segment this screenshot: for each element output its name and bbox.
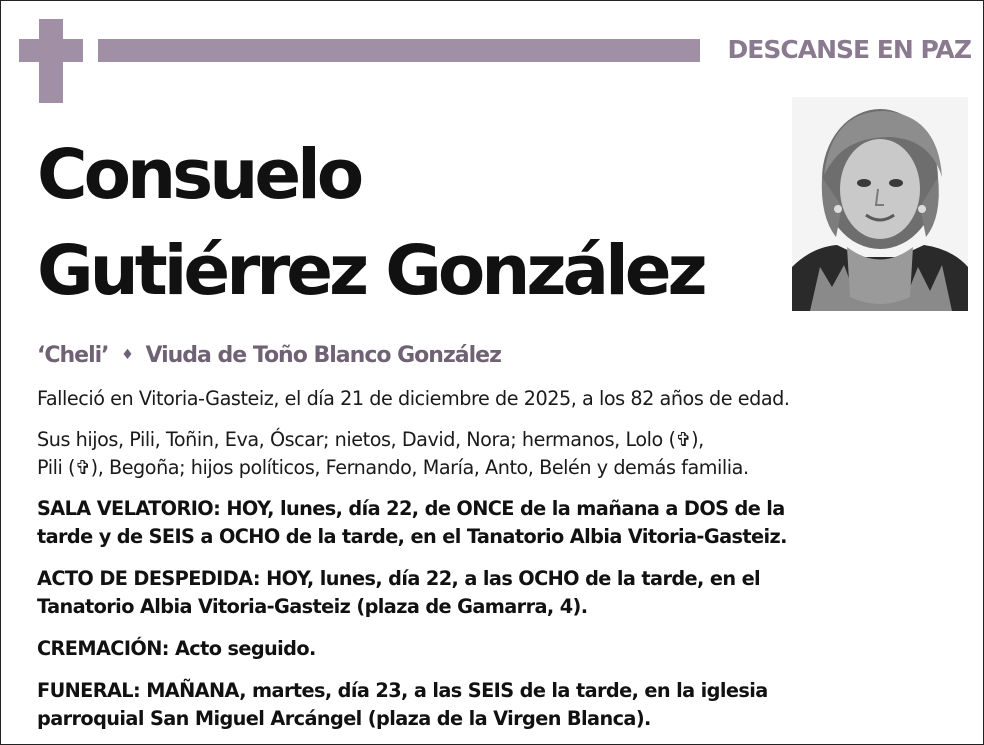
deceased-surnames: Gutiérrez González <box>37 231 704 311</box>
farewell-act-line: Tanatorio Albia Vitoria-Gasteiz (plaza de Gamarra, 4). <box>37 595 588 618</box>
deceased-first-name: Consuelo <box>37 135 361 215</box>
portrait-icon <box>792 97 968 311</box>
deceased-nickname: ‘Cheli’ <box>37 343 109 368</box>
wake-room-line: tarde y de SEIS a OCHO de la tarde, en el Tanatorio Albia Vitoria-Gasteiz. <box>37 525 787 548</box>
separator-diamond-icon: ♦ <box>121 347 133 363</box>
family-line: Pili (✞), Begoña; hijos políticos, Fernando, María, Anto, Belén y demás familia. <box>37 456 749 479</box>
header-rule <box>98 39 700 62</box>
funeral-line: FUNERAL: MAÑANA, martes, día 23, a las SEIS de la tarde, en la iglesia <box>37 679 768 702</box>
cremation-line: CREMACIÓN: Acto seguido. <box>37 637 316 660</box>
cross-icon-bar <box>19 39 83 62</box>
death-statement: Falleció en Vitoria-Gasteiz, el día 21 de diciembre de 2025, a los 82 años de edad. <box>37 387 790 410</box>
funeral-line: parroquial San Miguel Arcángel (plaza de la Virgen Blanca). <box>37 707 651 730</box>
family-line: Sus hijos, Pili, Toñin, Eva, Óscar; nietos, David, Nora; hermanos, Lolo (✞), <box>37 428 704 451</box>
header-label: DESCANSE EN PAZ <box>727 35 971 64</box>
deceased-relation: Viuda de Toño Blanco González <box>145 343 501 368</box>
portrait-photo <box>792 97 968 311</box>
farewell-act-line: ACTO DE DESPEDIDA: HOY, lunes, día 22, a las OCHO de la tarde, en el <box>37 567 761 590</box>
wake-room-line: SALA VELATORIO: HOY, lunes, día 22, de ONCE de la mañana a DOS de la <box>37 497 785 520</box>
deceased-subtitle <box>37 340 501 374</box>
